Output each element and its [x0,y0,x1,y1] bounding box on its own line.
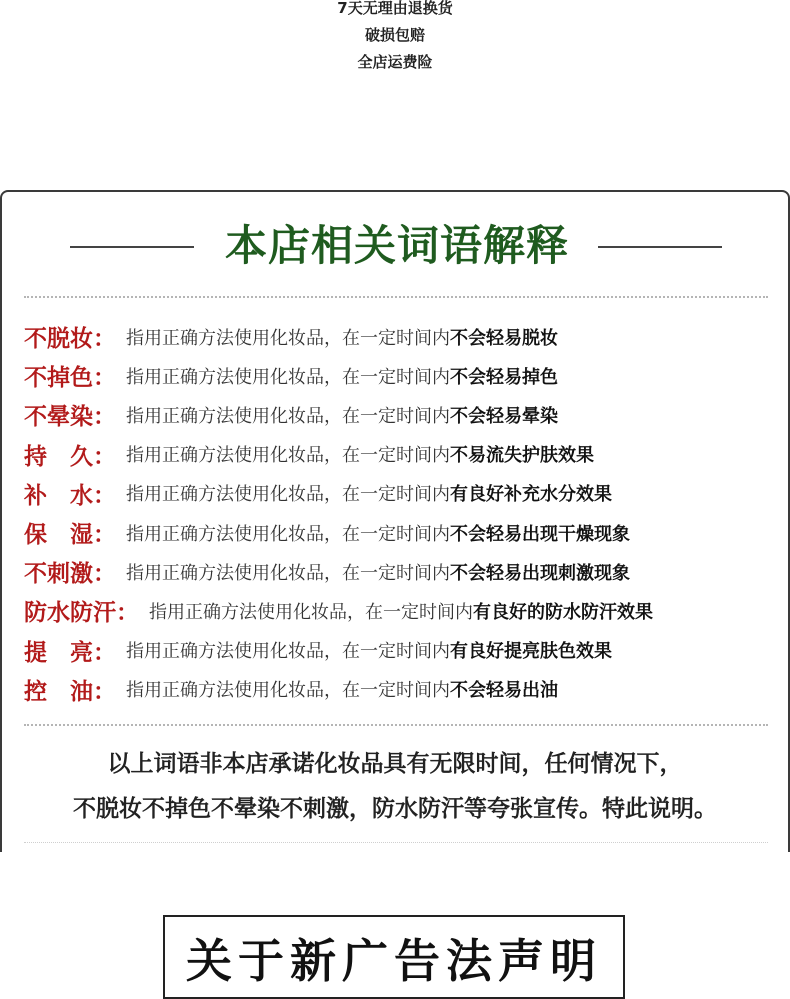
term-row: 不掉色 ： 指用正确方法使用化妆品，在一定时间内 不会轻易掉色 [24,356,784,395]
ad-law-statement-title: 关于新广告法声明 [186,934,602,988]
term-emphasis: 不会轻易出油 [450,680,558,702]
term-emphasis: 不会轻易晕染 [450,405,558,427]
dotted-divider-bottom [24,842,768,843]
disclaimer [2,742,788,832]
term-emphasis: 不会轻易掉色 [450,366,558,388]
term-description: 指用正确方法使用化妆品，在一定时间内 [126,523,450,545]
return-policy-note: 7天无理由退换货 [337,0,453,17]
title-divider-right [598,246,722,248]
term-label: 控 油 [24,678,93,705]
dotted-divider-top [24,296,768,298]
glossary-card [0,190,790,852]
term-description: 指用正确方法使用化妆品，在一定时间内 [149,601,473,623]
term-label: 不刺激 [24,561,93,588]
glossary-title: 本店相关词语解释 [224,221,569,270]
term-list [24,317,784,709]
term-description: 指用正确方法使用化妆品，在一定时间内 [126,405,450,427]
disclaimer-line-1: 以上词语非本店承诺化妆品具有无限时间，任何情况下， [107,751,683,777]
term-label: 提 亮 [24,639,93,666]
term-label: 不掉色 [24,365,93,392]
term-row: 不脱妆 ： 指用正确方法使用化妆品，在一定时间内 不会轻易脱妆 [24,317,784,356]
term-label: 不晕染 [24,404,93,431]
term-description: 指用正确方法使用化妆品，在一定时间内 [126,366,450,388]
term-emphasis: 不易流失护肤效果 [450,445,594,467]
term-label: 不脱妆 [24,326,93,353]
term-row: 补 水 ： 指用正确方法使用化妆品，在一定时间内 有良好补充水分效果 [24,474,784,513]
term-description: 指用正确方法使用化妆品，在一定时间内 [126,562,450,584]
term-label: 持 久 [24,443,93,470]
term-emphasis: 有良好的防水防汗效果 [473,601,653,623]
disclaimer-line-2: 不脱妆不掉色不晕染不刺激，防水防汗等夸张宣传。特此说明。 [73,796,717,822]
term-description: 指用正确方法使用化妆品，在一定时间内 [126,641,450,663]
term-description: 指用正确方法使用化妆品，在一定时间内 [126,484,450,506]
shipping-insurance-note: 全店运费险 [357,53,433,71]
term-label: 补 水 [24,482,93,509]
damage-compensation-note: 破损包赔 [364,26,425,44]
ad-law-statement-box [163,915,625,999]
term-row: 防水防汗 ： 指用正确方法使用化妆品，在一定时间内 有良好的防水防汗效果 [24,591,784,630]
term-row: 保 湿 ： 指用正确方法使用化妆品，在一定时间内 不会轻易出现干燥现象 [24,513,784,552]
term-row: 不晕染 ： 指用正确方法使用化妆品，在一定时间内 不会轻易晕染 [24,395,784,434]
term-emphasis: 不会轻易出现刺激现象 [450,562,630,584]
term-label: 防水防汗 [24,600,116,627]
term-description: 指用正确方法使用化妆品，在一定时间内 [126,680,450,702]
dotted-divider-middle [24,724,768,726]
term-row: 控 油 ： 指用正确方法使用化妆品，在一定时间内 不会轻易出油 [24,670,784,709]
term-emphasis: 有良好提亮肤色效果 [450,641,612,663]
term-emphasis: 有良好补充水分效果 [450,484,612,506]
term-row: 不刺激 ： 指用正确方法使用化妆品，在一定时间内 不会轻易出现刺激现象 [24,552,784,591]
term-label: 保 湿 [24,522,93,549]
term-row: 提 亮 ： 指用正确方法使用化妆品，在一定时间内 有良好提亮肤色效果 [24,631,784,670]
service-notes [0,0,790,81]
title-divider-left [70,246,194,248]
term-emphasis: 不会轻易出现干燥现象 [450,523,630,545]
term-emphasis: 不会轻易脱妆 [450,327,558,349]
term-row: 持 久 ： 指用正确方法使用化妆品，在一定时间内 不易流失护肤效果 [24,435,784,474]
term-description: 指用正确方法使用化妆品，在一定时间内 [126,327,450,349]
term-description: 指用正确方法使用化妆品，在一定时间内 [126,445,450,467]
